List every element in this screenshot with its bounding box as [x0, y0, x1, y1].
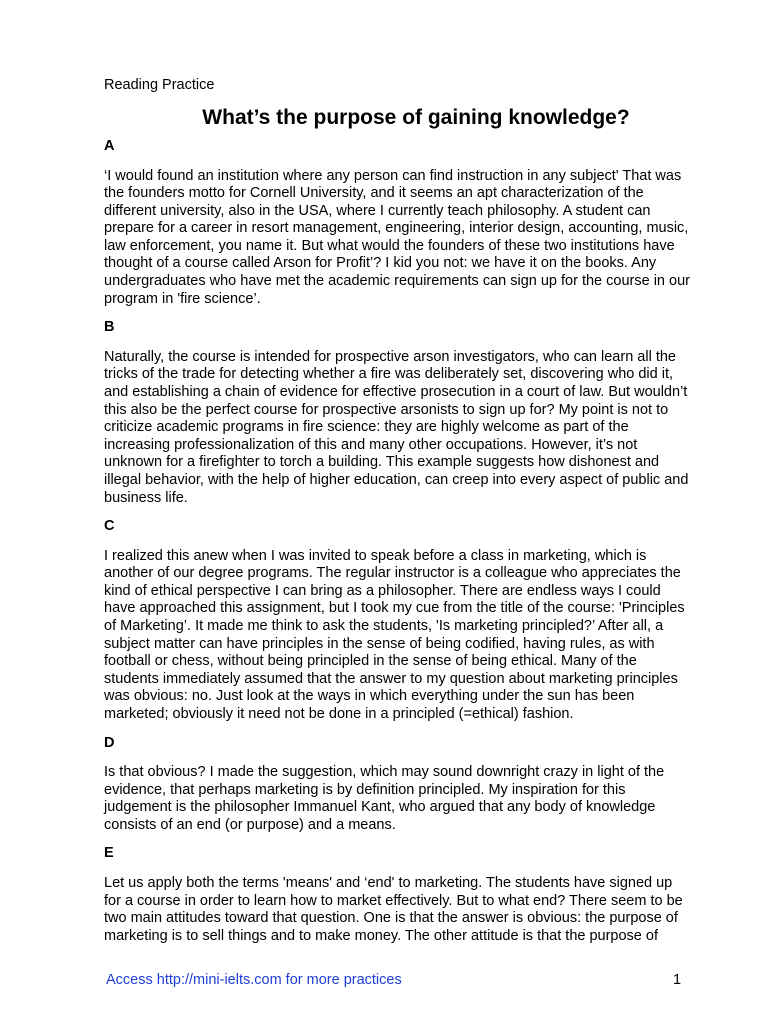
section-a: [104, 138, 734, 308]
article-body: [104, 138, 734, 956]
page-number: 1: [673, 972, 682, 988]
page-title: What’s the purpose of gaining knowledge?: [202, 106, 630, 129]
section-paragraph: Is that obvious? I made the suggestion, which may sound downright crazy in light of the evidence, that perhaps marketing is by definition principled. My inspiration for this judgement is the philosopher Immanuel Kant, who argued that any body of knowledge consists of an end (or purpose) and a means.: [104, 764, 665, 833]
section-letter: B: [104, 319, 115, 336]
section-letter: A: [104, 138, 115, 154]
section-paragraph: Let us apply both the terms 'means' and ‘end' to marketing. The students have signed up for a course in order to learn how to market effectively. But to what end? There seem to be two main attitudes toward that question. One is that the answer is obvious: the purpose of marketing is to sell things and to make money. The other attitude is that the purpose of: [104, 874, 683, 944]
section-e: [104, 845, 734, 945]
section-paragraph: Naturally, the course is intended for prospective arson investigators, who can learn all the tricks of the trade for detecting whether a fire was deliberately set, discovering who did it, and establishing a chain of evidence for effective prosecution in a court of law. But wouldn’t this also be the perfect course for prospective arsonists to sign up for? My point is not to criticize academic programs in fire science: they are highly welcome as part of the increasing professionalization of this and many other occupations. However, it’s not unknown for a firefighter to torch a building. This example suggests how dishonest and illegal behavior, with the help of higher education, can creep into every aspect of public and business life.: [104, 348, 689, 506]
section-letter: C: [104, 518, 115, 535]
section-c: [104, 518, 734, 723]
section-letter: E: [104, 845, 114, 862]
section-d: [104, 735, 734, 835]
footer-link[interactable]: Access http://mini-ielts.com for more practices: [106, 972, 402, 988]
section-paragraph: ‘I would found an institution where any person can find instruction in any subject' That was the founders motto for Cornell University, and it seems an apt characterization of the different university, also in the USA, where I currently teach philosophy. A student can prepare for a career in resort management, engineering, interior design, accounting, music, law enforcement, you name it. But what would the founders of these two institutions have thought of a course called Arson for Profit’? I kid you not: we have it on the books. Any undergraduates who have met the academic requirements can sign up for the course in our program in 'fire science’.: [104, 167, 690, 307]
section-b: [104, 319, 734, 507]
section-paragraph: I realized this anew when I was invited to speak before a class in marketing, which is another of our degree programs. The regular instructor is a colleague who appreciates the kind of ethical perspective I can bring as a philosopher. There are endless ways I could have approached this assignment, but I took my cue from the title of the course: 'Principles of Marketing’. It made me think to ask the students, 'Is marketing principled?’ After all, a subject matter can have principles in the sense of being codified, having rules, as with football or chess, without being principled in the sense of being ethical. Many of the students immediately assumed that the answer to my question about marketing principles was obvious: no. Just look at the ways in which everything under the sun has been marketed; obviously it need not be done in a principled (=ethical) fashion.: [104, 547, 685, 722]
section-letter: D: [104, 734, 115, 751]
header-label: Reading Practice: [104, 77, 215, 93]
